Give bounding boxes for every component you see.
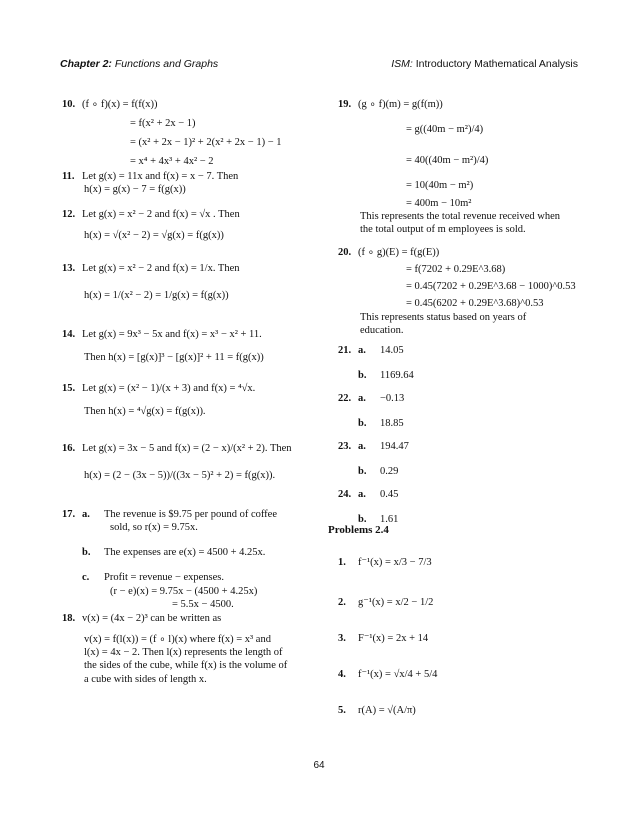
problem-number: 3. bbox=[338, 633, 346, 644]
equation-line: = f(x² + 2x − 1) bbox=[130, 118, 196, 130]
text-line: Let g(x) = 11x and f(x) = x − 7. Then bbox=[82, 171, 239, 182]
inverse-problem-3 bbox=[338, 632, 428, 645]
equation-line: f⁻¹(x) = √x/4 + 5/4 bbox=[358, 669, 438, 680]
problem-16 bbox=[62, 442, 292, 482]
equation-line: = 400m − 10m² bbox=[406, 197, 472, 209]
equation-line: = x⁴ + 4x³ + 4x² − 2 bbox=[130, 156, 214, 168]
part-label: a. bbox=[358, 345, 366, 356]
equation-line: h(x) = 1/(x² − 2) = 1/g(x) = f(g(x)) bbox=[84, 290, 229, 302]
equation-line: = f(7202 + 0.29E^3.68) bbox=[406, 264, 506, 276]
text-line: education. bbox=[360, 324, 404, 336]
text-line: l(x) = 4x − 2. Then l(x) represents the length of bbox=[84, 647, 283, 659]
answer-value: 18.85 bbox=[380, 418, 404, 430]
problem-number: 5. bbox=[338, 705, 346, 716]
running-header-book bbox=[391, 58, 578, 70]
equation-line: (f ∘ f)(x) = f(f(x)) bbox=[82, 99, 158, 110]
text-line: Profit = revenue − expenses. bbox=[104, 572, 225, 584]
equation-line: f⁻¹(x) = x/3 − 7/3 bbox=[358, 557, 432, 568]
book-label: ISM: bbox=[391, 58, 413, 70]
text-line: This represents status based on years of bbox=[360, 311, 527, 323]
part-label: a. bbox=[358, 393, 366, 404]
equation-line: (g ∘ f)(m) = g(f(m)) bbox=[358, 99, 443, 110]
section-heading: Problems 2.4 bbox=[328, 524, 389, 536]
text-line: v(x) = f(l(x)) = (f ∘ l)(x) where f(x) = x³ and bbox=[84, 634, 271, 646]
part-label: a. bbox=[358, 441, 366, 452]
problem-21 bbox=[338, 344, 414, 382]
problem-number: 17. bbox=[62, 509, 76, 520]
problem-number: 10. bbox=[62, 99, 76, 110]
answer-value: 1.61 bbox=[380, 514, 399, 526]
problem-14 bbox=[62, 328, 264, 364]
problem-number: 4. bbox=[338, 669, 346, 680]
equation-line: = g((40m − m²)/4) bbox=[406, 124, 484, 136]
problem-number: 14. bbox=[62, 329, 76, 340]
text-line: the total output of m employees is sold. bbox=[360, 223, 526, 235]
equation-line: r(A) = √(A/π) bbox=[358, 705, 416, 716]
problem-number: 13. bbox=[62, 263, 76, 274]
inverse-problem-5 bbox=[338, 704, 416, 717]
page-number: 64 bbox=[313, 760, 325, 771]
problem-17 bbox=[62, 508, 277, 611]
text-line: h(x) = g(x) − 7 = f(g(x)) bbox=[84, 184, 186, 196]
text-line: Let g(x) = x² − 2 and f(x) = √x . Then bbox=[82, 209, 240, 220]
text-line: v(x) = (4x − 2)³ can be written as bbox=[82, 613, 222, 624]
chapter-label: Chapter 2: bbox=[60, 58, 112, 70]
problem-number: 20. bbox=[338, 247, 352, 258]
text-line: sold, so r(x) = 9.75x. bbox=[110, 522, 198, 534]
text-line: Let g(x) = 9x³ − 5x and f(x) = x³ − x² + 11. bbox=[82, 329, 262, 340]
answer-value: −0.13 bbox=[380, 393, 405, 404]
text-line: The expenses are e(x) = 4500 + 4.25x. bbox=[104, 547, 266, 559]
problem-number: 23. bbox=[338, 441, 352, 452]
problem-number: 15. bbox=[62, 383, 76, 394]
problem-19 bbox=[338, 98, 560, 236]
problem-23 bbox=[338, 440, 409, 478]
equation-line: h(x) = (2 − (3x − 5))/((3x − 5)² + 2) = f(g(x)). bbox=[84, 470, 276, 482]
text-line: the sides of the cube, while f(x) is the volume of bbox=[84, 660, 288, 672]
answer-value: 0.45 bbox=[380, 489, 399, 500]
inverse-problem-4 bbox=[338, 668, 437, 681]
equation-line: Then h(x) = ⁴√g(x) = f(g(x)). bbox=[84, 406, 206, 418]
problem-18 bbox=[62, 612, 287, 686]
problem-24 bbox=[338, 488, 398, 526]
problem-15 bbox=[62, 382, 255, 418]
answer-value: 14.05 bbox=[380, 345, 404, 356]
problem-number: 18. bbox=[62, 613, 76, 624]
inverse-problem-1 bbox=[338, 556, 432, 569]
text-line: This represents the total revenue received when bbox=[360, 210, 560, 222]
equation-line: = 0.45(7202 + 0.29E^3.68 − 1000)^0.53 bbox=[406, 281, 576, 293]
equation-line: g⁻¹(x) = x/2 − 1/2 bbox=[358, 597, 434, 608]
problem-number: 21. bbox=[338, 345, 352, 356]
part-label: b. bbox=[358, 370, 367, 382]
text-line: Let g(x) = x² − 2 and f(x) = 1/x. Then bbox=[82, 263, 240, 274]
problem-20 bbox=[338, 246, 576, 337]
problem-number: 24. bbox=[338, 489, 352, 500]
inverse-problem-2 bbox=[338, 596, 433, 609]
part-label: c. bbox=[82, 572, 90, 584]
problem-11 bbox=[62, 170, 238, 196]
equation-line: Then h(x) = [g(x)]³ − [g(x)]² + 11 = f(g(x)) bbox=[84, 352, 264, 364]
part-label: a. bbox=[358, 489, 366, 500]
text-line: (r − e)(x) = 9.75x − (4500 + 4.25x) bbox=[110, 585, 258, 597]
problem-number: 12. bbox=[62, 209, 76, 220]
book-title: Introductory Mathematical Analysis bbox=[412, 58, 578, 70]
text-line: The revenue is $9.75 per pound of coffee bbox=[104, 509, 277, 520]
text-line: Let g(x) = 3x − 5 and f(x) = (2 − x)/(x² + 2). Then bbox=[82, 443, 292, 454]
problem-22 bbox=[338, 392, 404, 430]
answer-value: 194.47 bbox=[380, 441, 409, 452]
problem-number: 19. bbox=[338, 99, 352, 110]
problem-number: 2. bbox=[338, 597, 346, 608]
equation-line: = 40((40m − m²)/4) bbox=[406, 155, 489, 167]
part-label: b. bbox=[358, 418, 367, 430]
text-line: = 5.5x − 4500. bbox=[172, 598, 234, 610]
problem-number: 1. bbox=[338, 557, 346, 568]
text-line: Let g(x) = (x² − 1)/(x + 3) and f(x) = ⁴√x. bbox=[82, 383, 256, 394]
problem-12 bbox=[62, 208, 240, 242]
problem-number: 16. bbox=[62, 443, 76, 454]
equation-line: (f ∘ g)(E) = f(g(E)) bbox=[358, 247, 440, 258]
chapter-title: Functions and Graphs bbox=[111, 58, 219, 70]
problem-10 bbox=[62, 98, 282, 169]
answer-value: 0.29 bbox=[380, 466, 399, 478]
equation-line: h(x) = √(x² − 2) = √g(x) = f(g(x)) bbox=[84, 230, 224, 242]
equation-line: = (x² + 2x − 1)² + 2(x² + 2x − 1) − 1 bbox=[130, 137, 282, 149]
text-line: a cube with sides of length x. bbox=[84, 673, 207, 685]
problem-number: 11. bbox=[62, 171, 75, 182]
running-header-chapter bbox=[60, 58, 218, 70]
part-label: b. bbox=[358, 514, 367, 526]
part-label: b. bbox=[358, 466, 367, 478]
equation-line: = 0.45(6202 + 0.29E^3.68)^0.53 bbox=[406, 298, 544, 310]
answer-value: 1169.64 bbox=[380, 370, 414, 382]
problem-number: 22. bbox=[338, 393, 352, 404]
part-label: a. bbox=[82, 509, 90, 520]
equation-line: = 10(40m − m²) bbox=[406, 180, 474, 192]
problem-13 bbox=[62, 262, 239, 302]
part-label: b. bbox=[82, 547, 91, 559]
equation-line: F⁻¹(x) = 2x + 14 bbox=[358, 633, 429, 644]
